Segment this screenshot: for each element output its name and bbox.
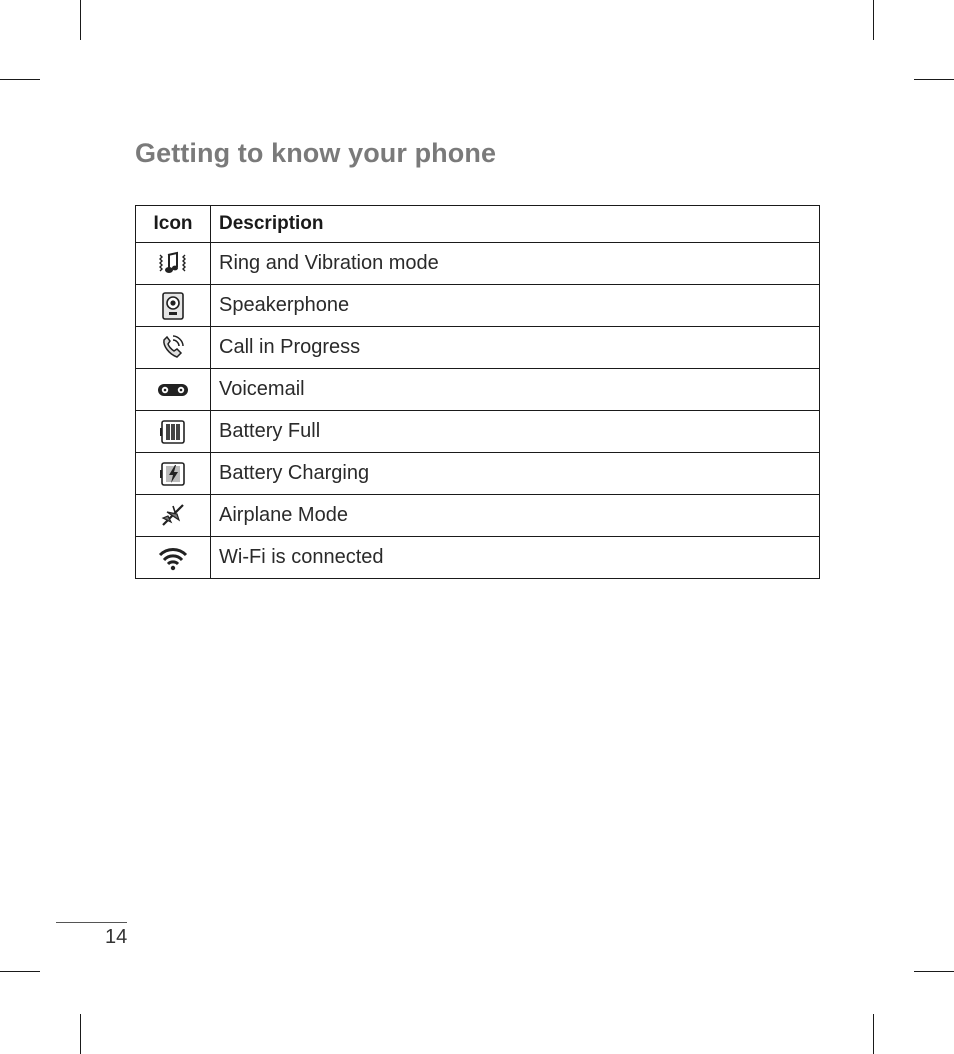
header-icon: Icon — [136, 206, 211, 243]
speakerphone-icon — [161, 291, 185, 321]
row-description: Airplane Mode — [211, 495, 820, 537]
table-row — [136, 537, 820, 579]
row-description: Speakerphone — [211, 285, 820, 327]
wifi-connected-icon — [158, 545, 188, 571]
ring-vibration-icon — [158, 251, 188, 277]
call-in-progress-icon — [159, 334, 187, 362]
row-description: Ring and Vibration mode — [211, 243, 820, 285]
footer-rule — [56, 922, 127, 923]
table-row — [136, 411, 820, 453]
table-row — [136, 243, 820, 285]
row-description: Call in Progress — [211, 327, 820, 369]
crop-mark — [873, 0, 874, 40]
battery-charging-icon — [159, 460, 187, 488]
table-row — [136, 453, 820, 495]
crop-mark — [0, 79, 40, 80]
crop-mark — [873, 1014, 874, 1054]
table-row — [136, 369, 820, 411]
row-description: Battery Full — [211, 411, 820, 453]
table-row — [136, 285, 820, 327]
page-number: 14 — [105, 926, 128, 948]
header-description: Description — [211, 206, 820, 243]
crop-mark — [914, 971, 954, 972]
airplane-mode-icon — [159, 502, 187, 530]
page-title: Getting to know your phone — [135, 138, 497, 168]
icon-table — [135, 205, 820, 579]
table-row — [136, 327, 820, 369]
crop-mark — [80, 0, 81, 40]
crop-mark — [914, 79, 954, 80]
battery-full-icon — [159, 418, 187, 446]
row-description: Wi-Fi is connected — [211, 537, 820, 579]
voicemail-icon — [157, 382, 189, 398]
row-description: Voicemail — [211, 369, 820, 411]
crop-mark — [0, 971, 40, 972]
table-row — [136, 495, 820, 537]
crop-mark — [80, 1014, 81, 1054]
row-description: Battery Charging — [211, 453, 820, 495]
table-header-row — [136, 206, 820, 243]
